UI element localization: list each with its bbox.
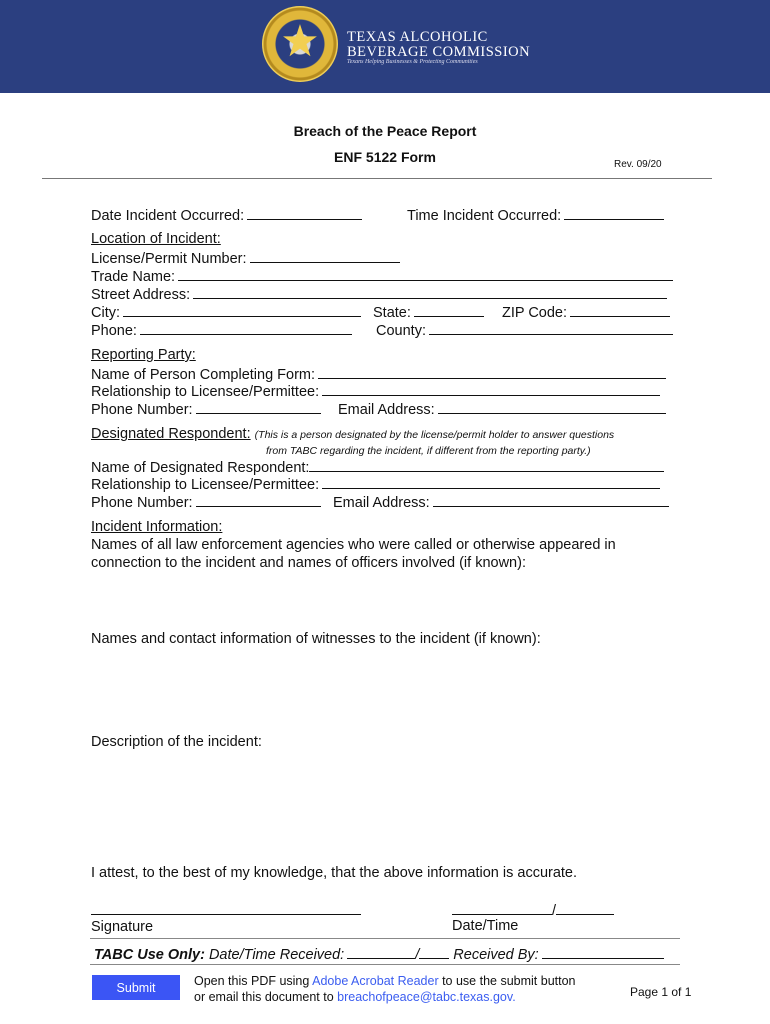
city-label: City: xyxy=(91,305,120,321)
designated-heading: Designated Respondent: xyxy=(91,426,251,442)
trade-field[interactable] xyxy=(178,267,673,281)
header-banner xyxy=(0,0,770,93)
form-title: Breach of the Peace Report xyxy=(293,123,477,139)
agencies-label: Names of all law enforcement agencies who were called or otherwise appeared in xyxy=(91,537,616,553)
date-field[interactable] xyxy=(247,206,362,220)
county-field[interactable] xyxy=(429,321,673,335)
received-by-label: Received By: xyxy=(453,947,539,963)
license-label: License/Permit Number: xyxy=(91,251,247,267)
footer-text: Open this PDF using xyxy=(194,974,313,988)
datetime-label: Date/Time xyxy=(452,918,519,934)
received-date-field[interactable] xyxy=(347,945,415,959)
designated-relationship-label: Relationship to Licensee/Permittee: xyxy=(91,477,320,493)
reporting-heading: Reporting Party: xyxy=(91,347,196,363)
designated-note: (This is a person designated by the license/permit holder to answer questions xyxy=(254,429,615,441)
tagline: Texans Helping Businesses & Protecting Communities xyxy=(347,59,478,65)
acrobat-link[interactable]: Adobe Acrobat Reader xyxy=(312,974,439,988)
reporter-name-field[interactable] xyxy=(318,365,666,379)
footer-text: or email this document to xyxy=(194,990,338,1004)
designated-name-label: Name of Designated Respondent: xyxy=(91,460,310,476)
county-label: County: xyxy=(376,323,426,339)
state-field[interactable] xyxy=(414,303,484,317)
time-field[interactable] xyxy=(564,206,664,220)
designated-phone-field[interactable] xyxy=(196,493,321,507)
incident-heading: Incident Information: xyxy=(91,519,223,535)
slash: / xyxy=(552,903,557,919)
signature-field[interactable] xyxy=(91,901,361,915)
received-time-field[interactable] xyxy=(419,945,449,959)
agencies-label-2: connection to the incident and names of officers involved (if known): xyxy=(91,555,526,571)
reporter-email-label: Email Address: xyxy=(338,402,435,418)
city-field[interactable] xyxy=(123,303,361,317)
location-heading: Location of Incident: xyxy=(91,231,221,247)
attestation: I attest, to the best of my knowledge, that the above information is accurate. xyxy=(91,865,578,881)
reporter-email-field[interactable] xyxy=(438,400,666,414)
time-signed-field[interactable] xyxy=(556,901,614,915)
date-signed-field[interactable] xyxy=(452,901,552,915)
slash: / xyxy=(415,947,420,963)
street-field[interactable] xyxy=(193,285,667,299)
reporter-phone-field[interactable] xyxy=(196,400,321,414)
email-link[interactable]: breachofpeace@tabc.texas.gov. xyxy=(337,990,516,1004)
divider xyxy=(90,964,680,965)
time-label: Time Incident Occurred: xyxy=(407,208,562,224)
star-icon: ★ xyxy=(280,17,320,66)
divider xyxy=(90,938,680,939)
designated-relationship-field[interactable] xyxy=(322,475,660,489)
page-number: Page 1 of 1 xyxy=(630,985,692,999)
trade-label: Trade Name: xyxy=(91,269,176,285)
designated-note-2: from TABC regarding the incident, if different from the reporting party.) xyxy=(266,445,591,457)
state-label: State: xyxy=(373,305,411,321)
license-field[interactable] xyxy=(250,249,400,263)
reporter-relationship-field[interactable] xyxy=(322,382,660,396)
received-label: Date/Time Received: xyxy=(208,947,345,963)
form-id: ENF 5122 Form xyxy=(334,149,436,165)
designated-email-field[interactable] xyxy=(433,493,669,507)
phone-label: Phone: xyxy=(91,323,137,339)
witnesses-label: Names and contact information of witnesses to the incident (if known): xyxy=(91,631,541,647)
phone-field[interactable] xyxy=(140,321,352,335)
designated-name-field[interactable] xyxy=(309,458,664,472)
tabc-seal-logo xyxy=(262,6,338,82)
zip-field[interactable] xyxy=(570,303,670,317)
designated-email-label: Email Address: xyxy=(333,495,430,511)
org-name xyxy=(347,30,530,60)
signature-label: Signature xyxy=(91,919,154,935)
reporter-name-label: Name of Person Completing Form: xyxy=(91,367,316,383)
description-label: Description of the incident: xyxy=(91,734,262,750)
divider xyxy=(42,178,712,179)
received-by-field[interactable] xyxy=(542,945,664,959)
org-line1: TEXAS ALCOHOLIC xyxy=(347,29,488,45)
reporter-relationship-label: Relationship to Licensee/Permittee: xyxy=(91,384,320,400)
street-label: Street Address: xyxy=(91,287,191,303)
date-label: Date Incident Occurred: xyxy=(91,208,245,224)
footer-text: to use the submit button xyxy=(438,974,576,988)
submit-button[interactable]: Submit xyxy=(92,975,180,1000)
revision: Rev. 09/20 xyxy=(614,159,662,170)
reporter-phone-label: Phone Number: xyxy=(91,402,193,418)
zip-label: ZIP Code: xyxy=(502,305,568,321)
tabc-use-label: TABC Use Only: xyxy=(94,947,205,963)
org-line2: BEVERAGE COMMISSION xyxy=(347,44,531,60)
designated-phone-label: Phone Number: xyxy=(91,495,193,511)
